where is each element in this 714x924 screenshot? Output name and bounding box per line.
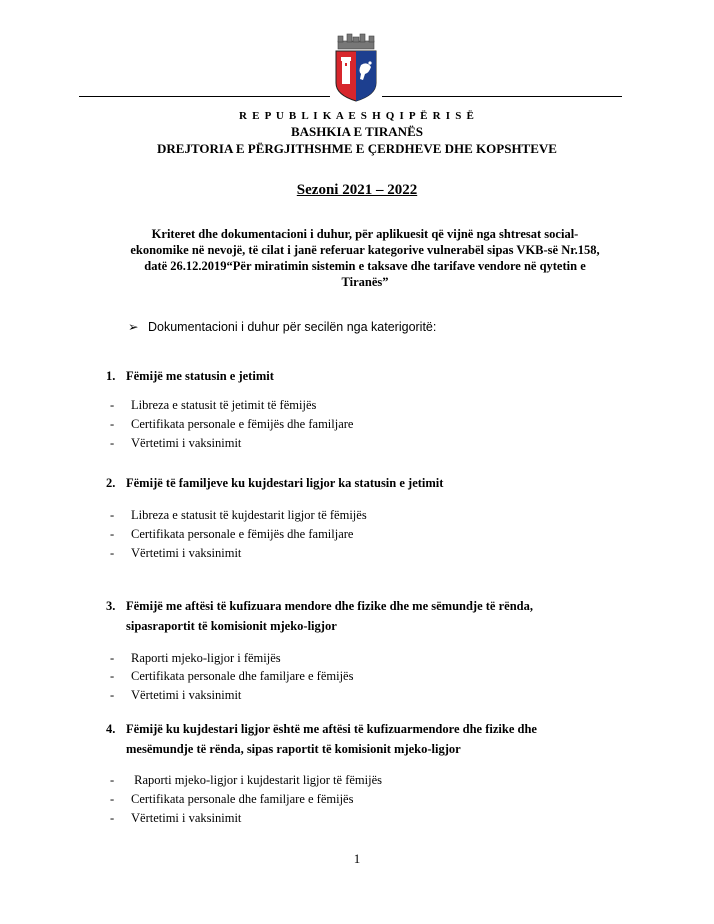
section-title-line: Fëmijë me statusin e jetimit	[126, 369, 274, 383]
section-3-title	[106, 596, 626, 636]
dash-bullet: -	[110, 792, 115, 806]
intro-paragraph	[95, 226, 635, 290]
dash-bullet: -	[110, 546, 115, 560]
list-item-text: Certifikata personale e fëmijës dhe familjare	[131, 417, 354, 431]
section-2-title	[106, 473, 626, 493]
dash-bullet: -	[110, 398, 115, 412]
list-item-text: Certifikata personale dhe familjare e fëmijës	[131, 669, 354, 683]
list-item-text: Raporti mjeko-ligjor i kujdestarit ligjor të fëmijës	[131, 773, 382, 787]
dash-bullet: -	[110, 508, 115, 522]
section-title-line: Fëmijë ku kujdestari ligjor është me aftësi të kufizuarmendore dhe fizike dhe	[126, 722, 537, 736]
list-item-text: Certifikata personale e fëmijës dhe familjare	[131, 527, 354, 541]
section-title-line: Fëmijë të familjeve ku kujdestari ligjor ka statusin e jetimit	[126, 476, 444, 490]
section-title-line: sipasraportit të komisionit mjeko-ligjor	[126, 619, 337, 633]
section-number: 1.	[106, 369, 116, 383]
documentation-heading	[128, 319, 436, 334]
dash-bullet: -	[110, 811, 115, 825]
section-title-line: mesëmundje të rënda, sipas raportit të komisionit mjeko-ligjor	[126, 742, 461, 756]
list-item-text: Libreza e statusit të kujdestarit ligjor të fëmijës	[131, 508, 367, 522]
intro-line: datë 26.12.2019“Për miratimin sistemin e taksave dhe tarifave vendore në qytetin e	[144, 259, 586, 273]
list-item-text: Vërtetimi i vaksinimit	[131, 546, 242, 560]
header-municipality: BASHKIA E TIRANËS	[291, 124, 423, 139]
list-item-text: Vërtetimi i vaksinimit	[131, 436, 242, 450]
dash-bullet: -	[110, 688, 115, 702]
intro-line: Tiranës”	[341, 275, 389, 289]
dash-bullet: -	[110, 527, 115, 541]
tirana-coat-of-arms-icon	[333, 33, 379, 103]
section-1-title	[106, 366, 626, 386]
list-item-text: Libreza e statusit të jetimit të fëmijës	[131, 398, 317, 412]
header-directorate: DREJTORIA E PËRGJITHSHME E ÇERDHEVE DHE KOPSHTEVE	[157, 141, 557, 156]
intro-line: Kriteret dhe dokumentacioni i duhur, për aplikuesit që vijnë nga shtresat social-	[151, 227, 579, 241]
section-title-line: Fëmijë me aftësi të kufizuara mendore dhe fizike dhe me sëmundje të rënda,	[126, 599, 533, 613]
documentation-heading-text: Dokumentacioni i duhur për secilën nga katerigoritë:	[148, 320, 437, 334]
list-item-text: Vërtetimi i vaksinimit	[131, 811, 242, 825]
arrow-bullet-icon: ➢	[128, 320, 139, 334]
section-number: 3.	[106, 599, 116, 613]
list-item-text: Vërtetimi i vaksinimit	[131, 688, 242, 702]
page-number: 1	[353, 851, 361, 866]
season-title: Sezoni 2021 – 2022	[296, 182, 418, 198]
list-item-text: Certifikata personale dhe familjare e fëmijës	[131, 792, 354, 806]
dash-bullet: -	[110, 651, 115, 665]
section-number: 4.	[106, 722, 116, 736]
header-rule-right	[382, 96, 622, 97]
dash-bullet: -	[110, 417, 115, 431]
list-item-text: Raporti mjeko-ligjor i fëmijës	[131, 651, 281, 665]
dash-bullet: -	[110, 669, 115, 683]
dash-bullet: -	[110, 436, 115, 450]
section-4-title	[106, 719, 646, 759]
header-republic: R E P U B L I K A E S H Q I P Ë R I S Ë	[239, 110, 475, 122]
intro-line: ekonomike në nevojë, të cilat i janë referuar kategorive vulnerabël sipas VKB-së Nr.158,	[130, 243, 600, 257]
header-rule-left	[79, 96, 330, 97]
dash-bullet: -	[110, 773, 115, 787]
section-number: 2.	[106, 476, 116, 490]
